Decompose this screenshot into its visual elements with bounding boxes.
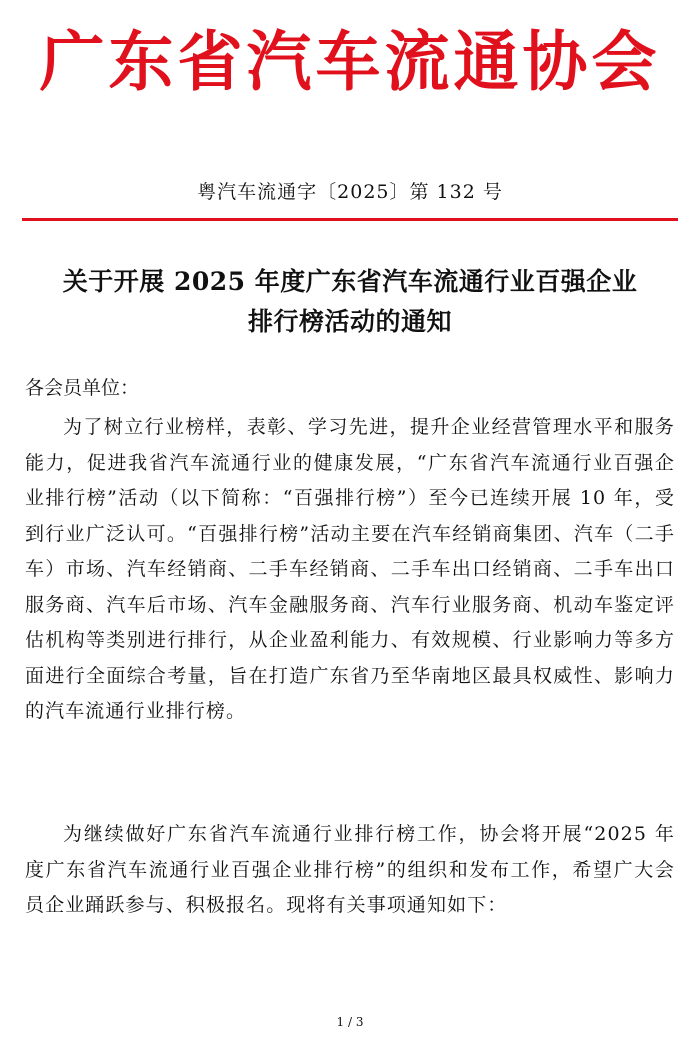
salutation: 各会员单位： — [25, 377, 140, 399]
organization-header: 广东省汽车流通协会 — [39, 24, 661, 100]
document-title — [22, 262, 678, 342]
title-line-1: 关于开展 2025 年度广东省汽车流通行业百强企业 — [62, 267, 638, 296]
document-number: 粤汽车流通字〔2025〕第 132 号 — [197, 181, 503, 203]
body-paragraph-2: 为继续做好广东省汽车流通行业排行榜工作，协会将开展“2025 年度广东省汽车流通行业百强企业排行榜”的组织和发布工作，希望广大会员企业踊跃参与、积极报名。现将有关事项通知如下： — [25, 823, 675, 916]
red-divider — [22, 218, 678, 221]
page-number: 1 / 3 — [336, 1015, 364, 1029]
body-paragraph-1: 为了树立行业榜样，表彰、学习先进，提升企业经营管理水平和服务能力，促进我省汽车流通行业的健康发展，“广东省汽车流通行业百强企业排行榜”活动（以下简称：“百强排行榜”）至今已连续开展 10 年，受到行业广泛认可。“百强排行榜”活动主要在汽车经销商集团、汽车（二手车）市场、汽车经销商、二手车经销商、二手车出口经销商、二手车出口服务商、汽车后市场、汽车金融服务商、汽车行业服务商、机动车鉴定评估机构等类别进行排行，从企业盈利能力、有效规模、行业影响力等多方面进行全面综合考量，旨在打造广东省乃至华南地区最具权威性、影响力的汽车流通行业排行榜。 — [25, 416, 675, 722]
title-line-2: 排行榜活动的通知 — [247, 307, 452, 336]
